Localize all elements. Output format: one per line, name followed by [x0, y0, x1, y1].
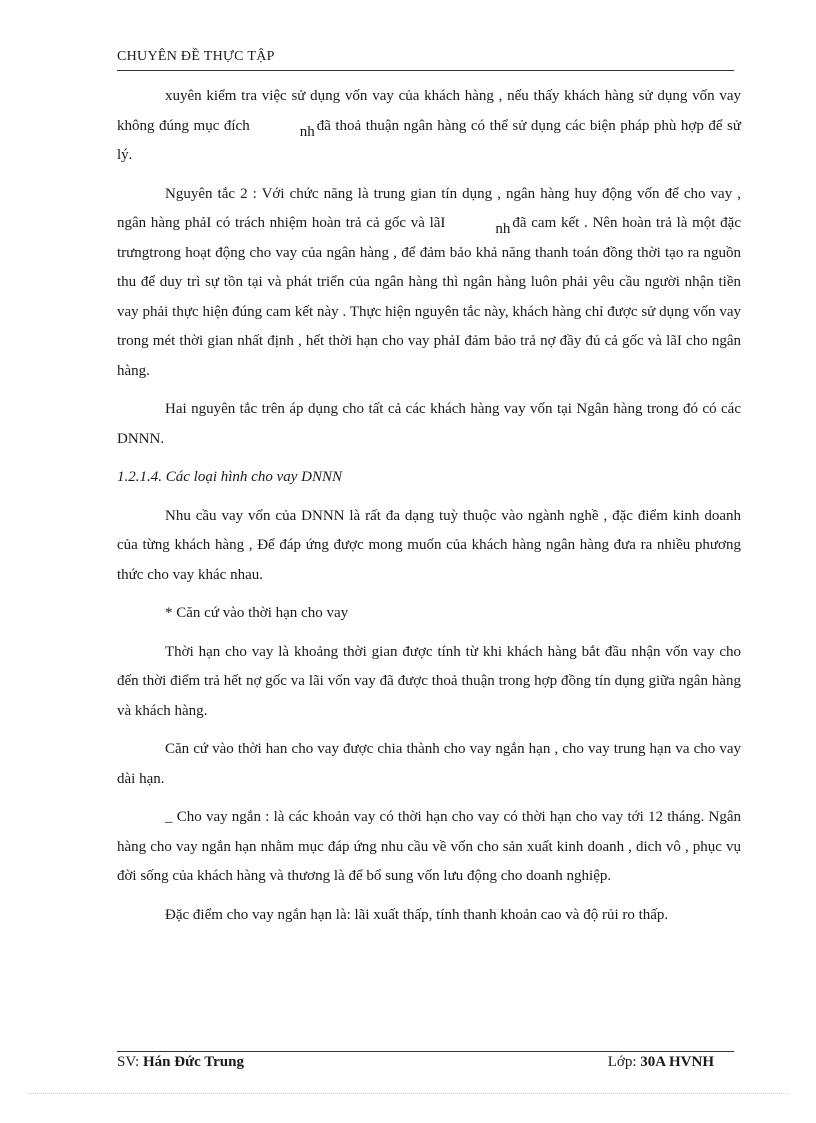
paragraph-principle-2: Nguyên tắc 2 : Với chức năng là trung gian tín dụng , ngân hàng huy động vốn để cho vay , ngân hàng phảI có trách nhiệm hoàn trả cả gốc và lãI nh đã cam kết . Nên hoàn trả là một đặc trưngtrong hoạt động cho vay của ngân hàng , để đảm bảo khả năng thanh toán đồng thời tạo ra nguồn thu để duy trì sự tồn tại và phát triển của ngân hàng thì ngân hàng luôn phải yêu cầu người nhận tiền vay phải thực hiện đúng cam kết này . Thực hiện nguyên tắc này, khách hàng chỉ được sử dụng vốn vay trong mét thời gian nhất định , hết thời hạn cho vay phảI đảm bảo trả nợ đầy đủ cả gốc và lãI cho ngân hàng.	[117, 185, 741, 379]
paragraph-basis-term: * Căn cứ vào thời hạn cho vay	[165, 605, 349, 621]
section-heading: 1.2.1.4. Các loại hình cho vay DNNN	[117, 469, 342, 485]
class-label: Lớp:	[607, 1054, 637, 1070]
document-body	[117, 82, 741, 930]
paragraph-continuation: xuyên kiểm tra việc sử dụng vốn vay của khách hàng , nếu thấy khách hàng sử dụng vốn vay không đúng mục đích nh đã thoả thuận ngân hàng có thể sử dụng các biện pháp phù hợp để sử lý.	[117, 88, 741, 163]
header-rule	[117, 70, 734, 71]
class-name: 30A HVNH	[640, 1054, 714, 1070]
paragraph-short-term-features: Đặc điểm cho vay ngắn hạn là: lãi xuất thấp, tính thanh khoản cao và độ rủi ro thấp.	[165, 906, 669, 923]
student-label: SV:	[117, 1054, 140, 1070]
subscript-nh: nh	[299, 123, 315, 140]
paragraph-term-classification: Căn cứ vào thời han cho vay được chia thành cho vay ngắn hạn , cho vay trung hạn va cho vay dài hạn.	[117, 741, 741, 787]
page-header-title: CHUYÊN ĐỀ THỰC TẬP	[117, 49, 275, 64]
footer-student	[117, 1054, 244, 1071]
paragraph-loan-needs: Nhu cầu vay vốn của DNNN là rất đa dạng tuỳ thuộc vào ngành nghề , đặc điểm kinh doanh của từng khách hàng , Để đáp ứng được mong muốn của khách hàng ngân hàng đưa ra nhiều phương thức cho vay khác nhau.	[117, 507, 741, 583]
paragraph-term-definition: Thời hạn cho vay là khoảng thời gian được tính từ khi khách hàng bắt đầu nhận vốn vay cho đến thời điểm trả hết nợ gốc va lãi vốn vay đã được thoả thuận trong hợp đồng tín dụng giữa ngân hàng và khách hàng.	[117, 643, 741, 719]
page-bottom-dotted-line	[28, 1093, 788, 1094]
subscript-nh: nh	[495, 221, 511, 237]
footer-class	[608, 1054, 714, 1071]
footer-rule	[117, 1051, 734, 1052]
paragraph-principles-summary: Hai nguyên tắc trên áp dụng cho tất cả các khách hàng vay vốn tại Ngân hàng trong đó có các DNNN.	[117, 401, 741, 447]
student-name: Hán Đức Trung	[142, 1054, 244, 1070]
paragraph-short-term-loan: _ Cho vay ngắn : là các khoản vay có thời hạn cho vay có thời hạn cho vay tới 12 tháng. Ngân hàng cho vay ngắn hạn nhằm mục đáp ứng nhu cầu về vốn cho sản xuất kinh doanh , dich vô , phục vụ đời sống của khách hàng và thương là để bổ sung vốn lưu động cho doanh nghiệp.	[117, 809, 741, 884]
